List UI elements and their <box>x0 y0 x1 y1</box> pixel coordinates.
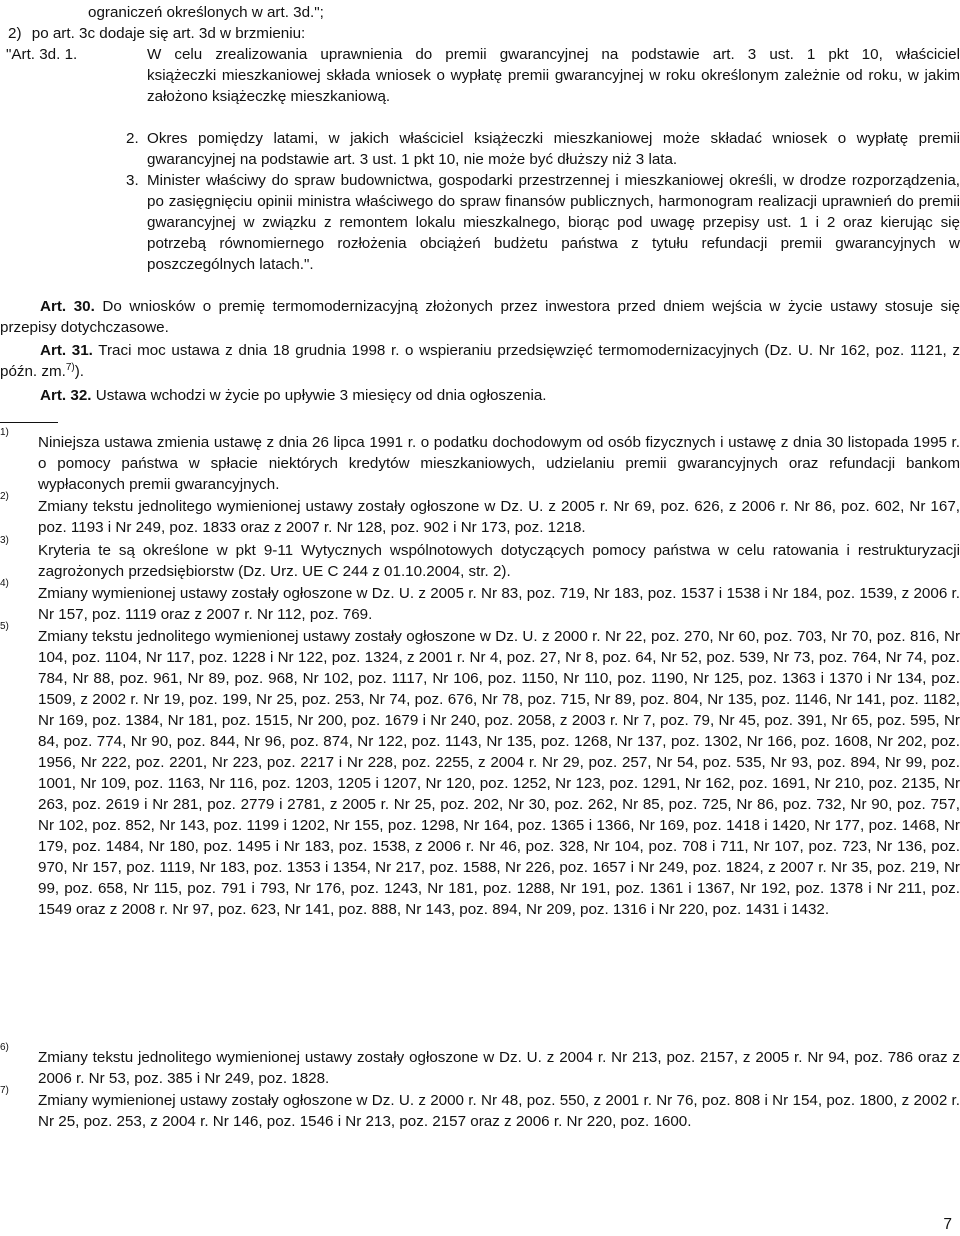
paragraph-number: 3. <box>126 172 139 189</box>
paragraph-text: Minister właściwy do spraw budownictwa, gospodarki przestrzennej i mieszkaniowej określi, w drodze rozporządzenia, po zasięgnięciu opinii ministra właściwego do spraw finansów publicznych, harmonogram realizacji uprawnień do premii gwarancyjnej w związku z remontem lokalu mieszkalnego, biorąc pod uwagę przepisy ust. 1 i 2 oraz kierując się potrzebą równomiernego rozłożenia obciążeń budżetu państwa z tytułu refundacji premii gwarancyjnych w poszczególnych latach.". <box>147 172 960 273</box>
footnote-ref: 7) <box>65 361 75 373</box>
footnote-text: Zmiany tekstu jednolitego wymienionej ustawy zostały ogłoszone w Dz. U. z 2000 r. Nr 22, poz. 270, Nr 60, poz. 703, Nr 70, poz. 816, Nr 104, poz. 1104, Nr 117, poz. 1228 i Nr 122, poz. 1324, z 2001 r. Nr 4, poz. 27, Nr 8, poz. 64, Nr 52, poz. 539, Nr 73, poz. 764, Nr 74, poz. 784, Nr 88, poz. 961, Nr 89, poz. 968, Nr 102, poz. 1117, Nr 106, poz. 1150, Nr 110, poz. 1190, Nr 125, poz. 1363 i 1370 i Nr 134, poz. 1509, z 2002 r. Nr 19, poz. 199, Nr 25, poz. 253, Nr 74, poz. 676, Nr 78, poz. 715, Nr 89, poz. 804, Nr 135, poz. 1146, Nr 141, poz. 1182, Nr 169, poz. 1384, Nr 181, poz. 1515, Nr 200, poz. 1679 i Nr 240, poz. 2058, z 2003 r. Nr 7, poz. 79, Nr 45, poz. 391, Nr 65, poz. 595, Nr 84, poz. 774, Nr 90, poz. 844, Nr 96, poz. 874, Nr 122, poz. 1143, Nr 135, poz. 1268, Nr 137, poz. 1302, Nr 166, poz. 1608, Nr 202, poz. 1956, Nr 222, poz. 2201, Nr 223, poz. 2217 i Nr 228, poz. 2255, z 2004 r. Nr 29, poz. 257, Nr 54, poz. 535, Nr 93, poz. 894, Nr 99, poz. 1001, Nr 109, poz. 1163, Nr 116, poz. 1203, 1205 i 1207, Nr 120, poz. 1252, Nr 123, poz. 1291, Nr 162, poz. 1691, Nr 210, poz. 2135, Nr 263, poz. 2619 i Nr 281, poz. 2779 i 2781, z 2005 r. Nr 25, poz. 202, Nr 30, poz. 262, Nr 85, poz. 725, Nr 86, poz. 732, Nr 90, poz. 757, Nr 102, poz. 852, Nr 143, poz. 1199 i 1202, Nr 155, poz. 1298, Nr 164, poz. 1365 i 1366, Nr 169, poz. 1418 i 1420, Nr 177, poz. 1468, Nr 179, poz. 1484, Nr 180, poz. 1495 i Nr 183, poz. 1538, z 2006 r. Nr 46, poz. 328, Nr 104, poz. 708 i 711, Nr 107, poz. 723, Nr 136, poz. 970, Nr 157, poz. 1119, Nr 183, poz. 1353 i 1354, Nr 217, poz. 1588, Nr 226, poz. 1657 i Nr 249, poz. 1824, z 2007 r. Nr 35, poz. 219, Nr 99, poz. 658, Nr 115, poz. 791 i 793, Nr 176, poz. 1243, Nr 181, poz. 1288, Nr 191, poz. 1361 i 1367, Nr 192, poz. 1378 i Nr 211, poz. 1549 oraz z 2008 r. Nr 97, poz. 623, Nr 141, poz. 888, Nr 143, poz. 894, Nr 209, poz. 1316 i Nr 220, poz. 1431 i 1432. <box>38 628 960 918</box>
footnote-text: Zmiany tekstu jednolitego wymienionej ustawy zostały ogłoszone w Dz. U. z 2005 r. Nr 69, poz. 626, z 2006 r. Nr 86, poz. 602, Nr 167, poz. 1193 i Nr 249, poz. 1833 oraz z 2007 r. Nr 128, poz. 902 i Nr 173, poz. 1218. <box>38 498 960 536</box>
paragraph-text: Okres pomiędzy latami, w jakich właściciel książeczki mieszkaniowej może składać wniosek o wypłatę premii gwarancyjnej na podstawie art. 3 ust. 1 pkt 10, nie może być dłuższy niż 3 lata. <box>147 130 960 168</box>
article-text: Ustawa wchodzi w życie po upływie 3 miesięcy od dnia ogłoszenia. <box>95 387 547 404</box>
article-label: Art. 30. <box>40 298 95 315</box>
footnote-mark: 5) <box>0 621 9 632</box>
footnote-mark: 1) <box>0 427 9 438</box>
art3d-text-rest: książeczki mieszkaniowej składa wniosek o wypłatę premii gwarancyjnej w roku określonym zależnie od roku, w jakim założono książeczkę mieszkaniową. <box>147 67 960 105</box>
footnote-separator <box>0 422 58 423</box>
article-31 <box>0 340 960 382</box>
article-text: Do wniosków o premię termomodernizacyjną złożonych przez inwestora przed dniem wejścia w życie ustawy stosuje się przepisy dotychczasowe. <box>0 298 960 336</box>
article-text: Traci moc ustawa z dnia 18 grudnia 1998 r. o wspieraniu przedsięwzięć termomodernizacyjnych (Dz. U. Nr 162, poz. 1121, z późn. zm. <box>0 342 960 380</box>
footnote-text: Kryteria te są określone w pkt 9-11 Wytycznych wspólnotowych dotyczących pomocy państwa w celu ratowania i restrukturyzacji zagrożonych przedsiębiorstw (Dz. Urz. UE C 244 z 01.10.2004, str. 2). <box>38 542 960 580</box>
footnote-mark: 3) <box>0 535 9 546</box>
footnote-mark: 4) <box>0 578 9 589</box>
list-item-2 <box>8 23 305 44</box>
article-30 <box>0 296 960 338</box>
text-line: ograniczeń określonych w art. 3d."; <box>88 4 324 21</box>
list-text: po art. 3c dodaje się art. 3d w brzmieniu: <box>31 25 306 42</box>
article-text-end: ). <box>74 363 85 380</box>
page-number: 7 <box>943 1216 952 1233</box>
footnote-text: Niniejsza ustawa zmienia ustawę z dnia 26 lipca 1991 r. o podatku dochodowym od osób fizycznych i ustawę z dnia 30 listopada 1995 r. o pomocy państwa w spłacie niektórych kredytów mieszkaniowych, udzielaniu premii gwarancyjnych oraz refundacji bankom wypłaconych premii gwarancyjnych. <box>38 434 960 493</box>
footnote-text: Zmiany wymienionej ustawy zostały ogłoszone w Dz. U. z 2005 r. Nr 83, poz. 719, Nr 183, poz. 1537 i 1538 i Nr 184, poz. 1539, z 2006 r. Nr 157, poz. 1119 oraz z 2007 r. Nr 112, poz. 769. <box>38 585 960 623</box>
list-number: 2) <box>8 25 22 42</box>
footnote-mark: 2) <box>0 491 9 502</box>
article-label: Art. 31. <box>40 342 93 359</box>
art3d-text-first: W celu zrealizowania uprawnienia do premii gwarancyjnej na podstawie art. 3 ust. 1 pkt 10, właściciel <box>147 46 960 63</box>
art3d-number: "Art. 3d. 1. <box>6 46 78 63</box>
paragraph-number: 2. <box>126 130 139 147</box>
footnote-mark: 7) <box>0 1085 9 1096</box>
article-label: Art. 32. <box>40 387 92 404</box>
footnote-mark: 6) <box>0 1042 9 1053</box>
footnote-text: Zmiany wymienionej ustawy zostały ogłoszone w Dz. U. z 2000 r. Nr 48, poz. 550, z 2001 r. Nr 76, poz. 808 i Nr 154, poz. 1800, z 2002 r. Nr 25, poz. 253, z 2004 r. Nr 146, poz. 1546 i Nr 213, poz. 2157 oraz z 2006 r. Nr 220, poz. 1600. <box>38 1092 960 1130</box>
footnote-text: Zmiany tekstu jednolitego wymienionej ustawy zostały ogłoszone w Dz. U. z 2004 r. Nr 213, poz. 2157, z 2005 r. Nr 94, poz. 786 oraz z 2006 r. Nr 53, poz. 385 i Nr 249, poz. 1828. <box>38 1049 960 1087</box>
article-32 <box>40 385 547 406</box>
